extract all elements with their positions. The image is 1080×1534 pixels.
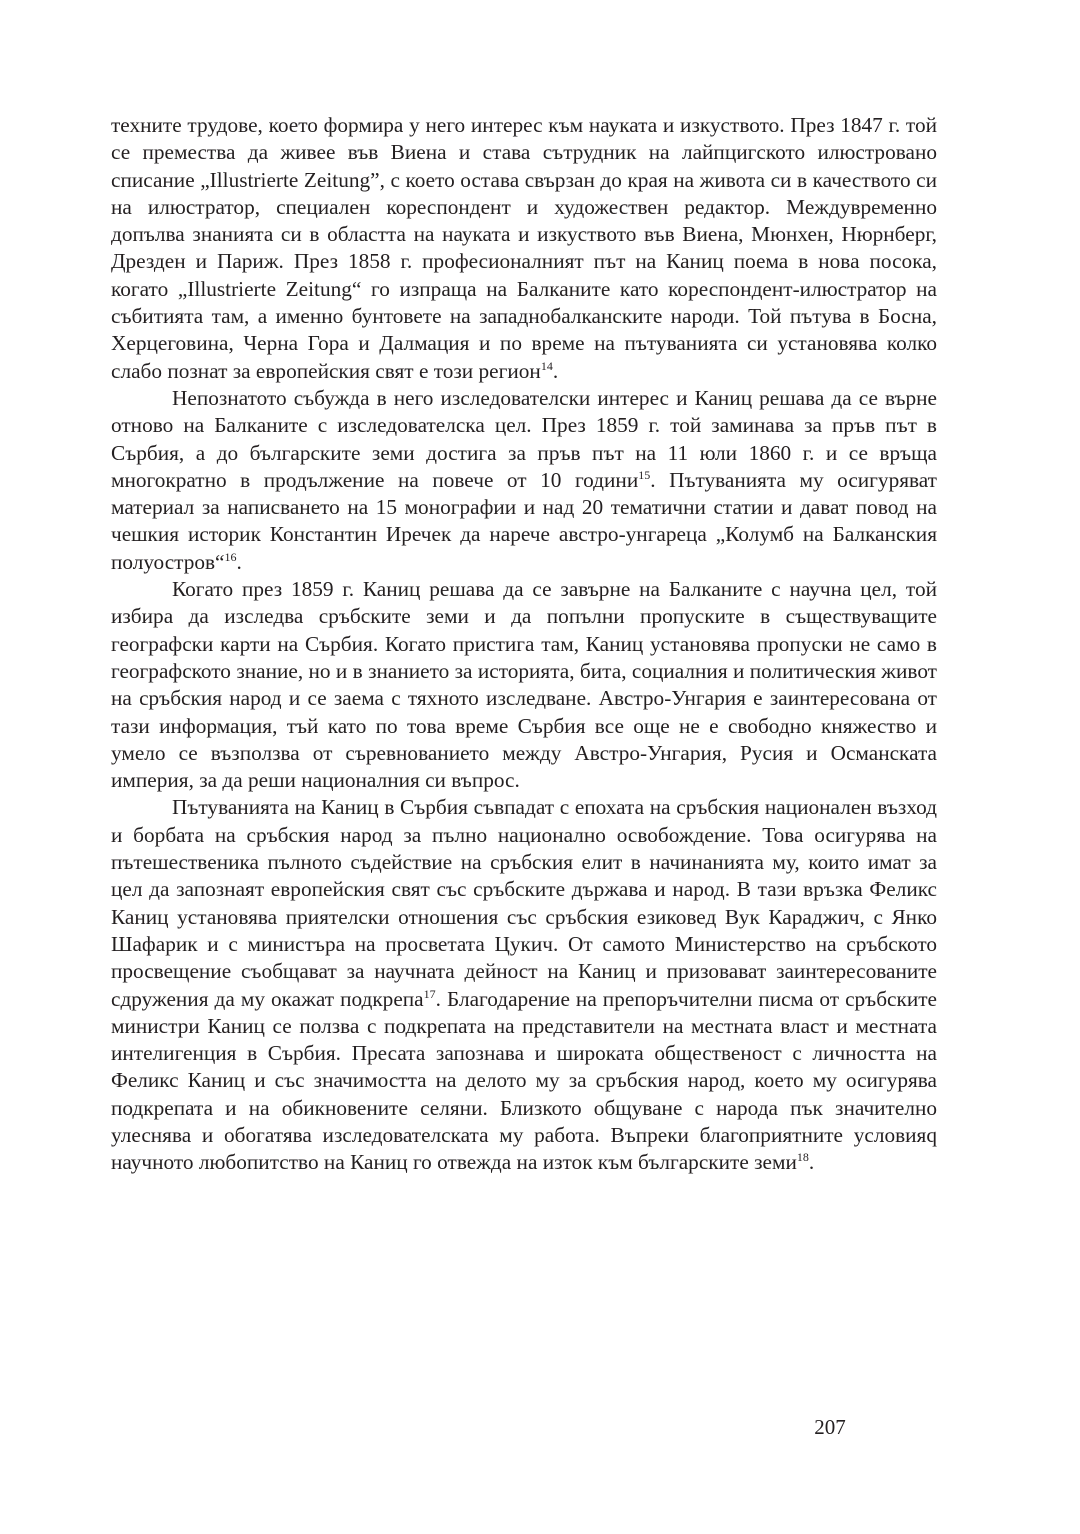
footnote-ref-18[interactable]: 18 <box>796 1150 809 1165</box>
footnote-ref-17[interactable]: 17 <box>423 986 436 1001</box>
paragraph-1-tail: . <box>552 358 559 383</box>
footnote-ref-14[interactable]: 14 <box>540 358 553 373</box>
paragraph-2-tail: . Пътуванията му осигуряват материал за написването на 15 монографии и над 20 тематични статии и дават повод на чешкия историк Константин Иречек да нарече австро-унгареца „Колумб на Балканския полуостров“ <box>111 467 937 574</box>
paragraph-2 <box>111 385 937 576</box>
paragraph-3 <box>111 576 937 794</box>
paragraph-4-text: Пътуванията на Каниц в Сърбия съвпадат с епохата на сръбския национален възход и борбата на сръбския народ за пълно национално освобождение. Това осигурява на пътешественика пълното съдействие на сръбския елит в начинанията му, които имат за цел да запознаят европейския свят със сръбските държава и народ. В тази връзка Феликс Каниц установява приятелски отношения със сръбския езиковед Вук Караджич, с Янко Шафарик и с министъра на просветата Цукич. От самото Министерство на сръбското просвещение съобщават за научната дейност на Каниц и призовават заинтересованите сдружения да му окажат подкрепа <box>111 795 937 1011</box>
paragraph-4 <box>111 794 937 1176</box>
footnote-ref-15[interactable]: 15 <box>638 467 651 482</box>
paragraph-4-tail-2: . <box>808 1150 815 1175</box>
paragraph-2-text: Непознатото събужда в него изследователски интерес и Каниц решава да се върне отново на Балканите с изследователска цел. През 1859 г. той заминава за пръв път в Сърбия, а до българските земи достига за пръв път на 11 юли 1860 г. и се връща многократно в продължение на повече от 10 години <box>111 385 937 492</box>
paragraph-4-tail: . Благодарение на препоръчителни писма от сръбските министри Каниц се ползва с подкрепата на представители на местната власт и местната интелигенция в Сърбия. Пресата запознава и широката общественост с личността на Феликс Каниц и със значимостта на делото му за сръбския народ, което му осигурява подкрепата и на обикновените селяни. Близкото общуване с народа пък значително улеснява и обогатява изследователската му работа. Въпреки благоприятните условияq научното любопитство на Каниц го отвежда на изток към българските земи <box>111 986 937 1175</box>
page-number: 207 <box>814 1415 846 1439</box>
page-body <box>111 112 937 1177</box>
paragraph-2-tail-2: . <box>236 549 242 574</box>
paragraph-1 <box>111 112 937 385</box>
paragraph-1-text: техните трудове, което формира у него интерес към науката и изкуството. През 1847 г. той се премества да живее във Виена и става сътрудник на лайпцигското илюстровано списание „Illustrierte Zeitung”, с което остава свързан до края на живота си в качеството си на илюстратор, специален кореспондент и художествен редактор. Междувременно допълва знанията си в областта на науката и изкуството във Виена, Мюнхен, Нюрнберг, Дрезден и Париж. През 1858 г. професионалният път на Каниц поема в нова посока, когато „Illustrierte Zeitung“ го изпраща на Балканите като кореспондент-илюстратор на събитията там, а именно бунтовете на западнобалканските народи. Той пътува в Босна, Херцеговина, Черна Гора и Далмация и по време на пътуванията си установява колко слабо познат за европейския свят е този регион <box>111 113 937 383</box>
paragraph-3-text: Когато през 1859 г. Каниц решава да се завърне на Балканите с научна цел, той избира да изследва сръбските земи и да попълни пропуските в съществуващите географски карти на Сърбия. Когато пристига там, Каниц установява пропуски не само в географското знание, но и в знанието за историята, бита, социалния и политическия живот на сръбския народ и се заема с тяхното изследване. Австро-Унгария е заинтересована от тази информация, тъй като по това време Сърбия все още не е свободно княжество и умело се възползва от съревнованието между Австро-Унгария, Русия и Османската империя, за да реши националния си въпрос. <box>111 577 937 793</box>
footnote-ref-16[interactable]: 16 <box>224 549 237 564</box>
